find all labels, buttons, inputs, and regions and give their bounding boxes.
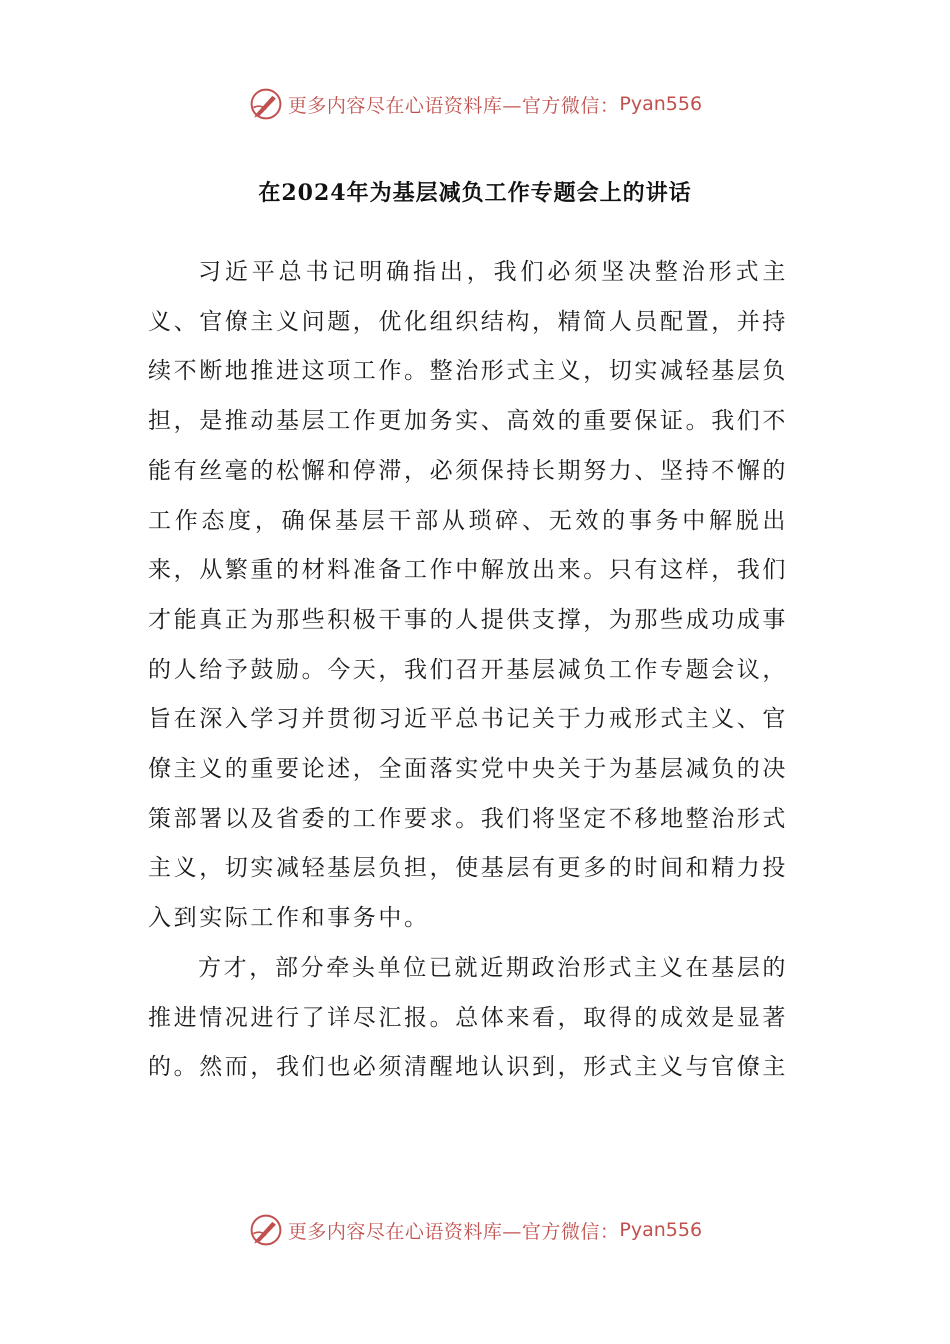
banner-text: 更多内容尽在心语资料库—官方微信：	[287, 1220, 620, 1243]
pen-logo-icon	[248, 1212, 284, 1248]
banner-wechat-id: Pyan556	[619, 1219, 703, 1241]
banner-wechat-id: Pyan556	[619, 93, 703, 115]
header-watermark-banner	[0, 82, 950, 126]
paragraph-2: 方才，部分牵头单位已就近期政治形式主义在基层的推进情况进行了详尽汇报。总体来看，取得的成效是显著的。然而，我们也必须清醒地认识到，形式主义与官僚主	[148, 954, 788, 1081]
footer-watermark-banner	[0, 1208, 950, 1252]
pen-logo-icon	[248, 86, 284, 122]
paragraph-1: 习近平总书记明确指出，我们必须坚决整治形式主义、官僚主义问题，优化组织结构，精简人员配置，并持续不断地推进这项工作。整治形式主义，切实减轻基层负担，是推动基层工作更加务实、高效的重要保证。我们不能有丝毫的松懈和停滞，必须保持长期努力、坚持不懈的工作态度，确保基层干部从琐碎、无效的事务中解脱出来，从繁重的材料准备工作中解放出来。只有这样，我们才能真正为那些积极干事的人提供支撑，为那些成功成事的人给予鼓励。今天，我们召开基层减负工作专题会议，旨在深入学习并贯彻习近平总书记关于力戒形式主义、官僚主义的重要论述，全面落实党中央关于为基层减负的决策部署以及省委的工作要求。我们将坚定不移地整治形式主义，切实减轻基层负担，使基层有更多的时间和精力投入到实际工作和事务中。	[148, 259, 788, 932]
banner-text: 更多内容尽在心语资料库—官方微信：	[287, 94, 620, 117]
document-title: 在2024年为基层减负工作专题会上的讲话	[258, 180, 692, 206]
document-body	[148, 248, 788, 1093]
